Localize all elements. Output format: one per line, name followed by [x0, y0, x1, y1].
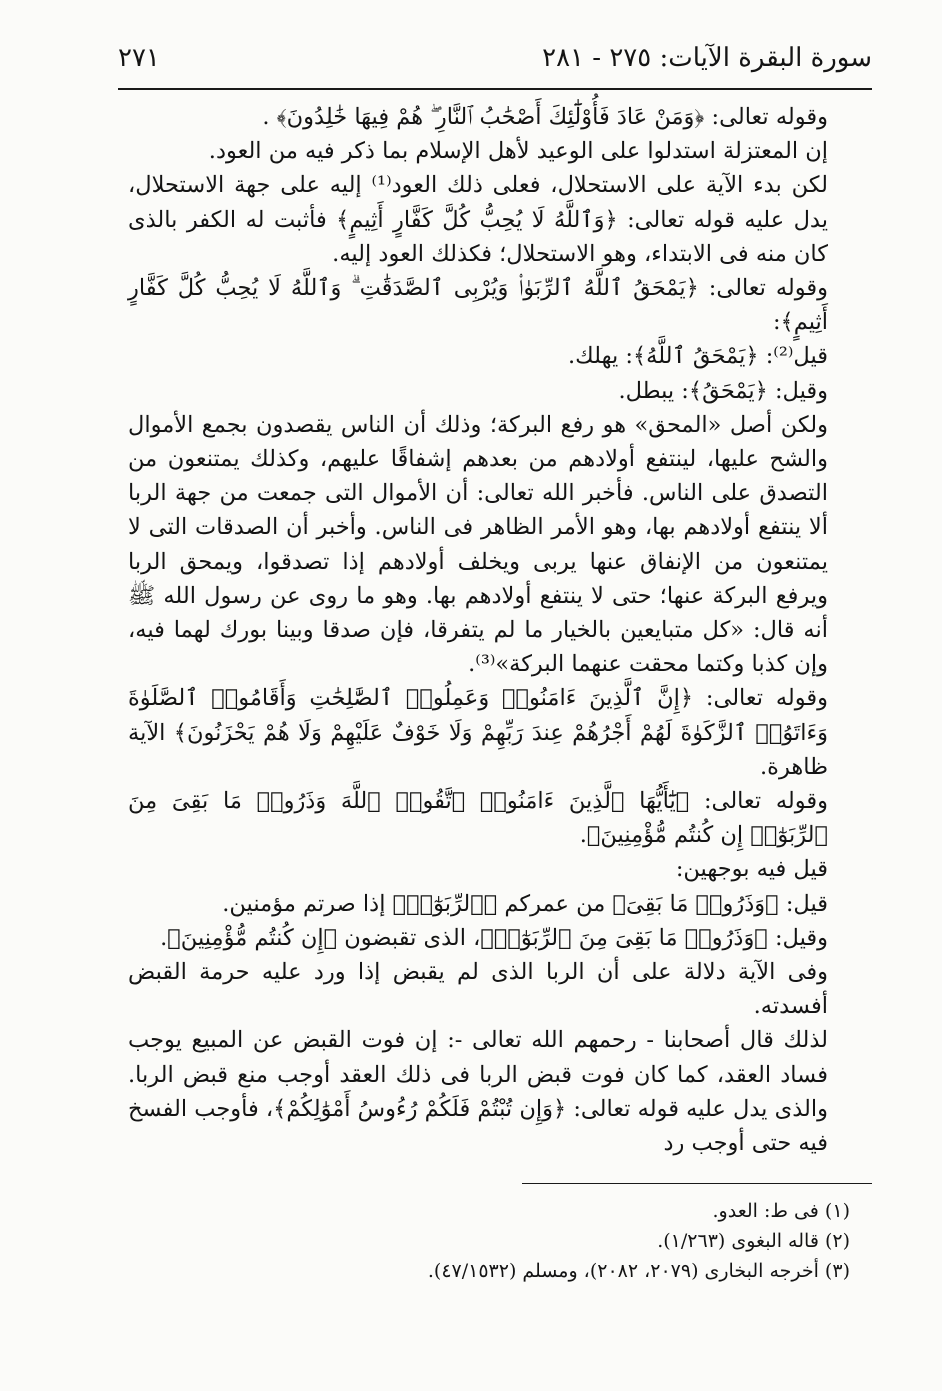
footnotes — [128, 1196, 850, 1286]
paragraph: ولكن أصل «المحق» هو رفع البركة؛ وذلك أن الناس يقصدون بجمع الأموال والشح عليها، لينتفع أولادهم من بعدهم إشفاقًا عليهم، وكذلك يمتنعون من التصدق على الناس. فأخبر الله تعالى: أن الأموال التى جمعت من جهة الربا ألا ينتفع أولادهم بها، وهو الأمر الظاهر فى الناس. وأخبر أن الصدقات التى لا يمتنعون من الإنفاق عنها يربى ويخلف أولادهم إذا تصدقوا، ويمحق الربا ويرفع البركة عنها؛ حتى لا ينتفع أولادهم بها. وهو ما روى عن رسول الله ﷺ أنه قال: «كل متبايعين بالخيار ما لم يتفرقا، فإن صدقا وبينا بورك لهما فيه، وإن كذبا وكتما محقت عنهما البركة»⁽³⁾. — [128, 411, 828, 678]
running-title: سورة البقرة الآيات: ٢٧٥ - ٢٨١ — [542, 43, 872, 73]
paragraph: إن المعتزلة استدلوا على الوعيد لأهل الإسلام بما ذكر فيه من العود. — [208, 138, 828, 165]
paragraph: وقوله تعالى: ﴿وَمَنْ عَادَ فَأُوْلَٰٓئِكَ أَصْحَٰبُ ٱلنَّارِ ۖ هُمْ فِيهَا خَٰلِدُونَ﴾ . — [262, 104, 828, 130]
paragraph: قيل: ﴿وَذَرُوا۟ مَا بَقِىَ﴾ من عمركم ﴿ٱلرِّبَوٰٓا۟﴾ إذا صرتم مؤمنين. — [222, 890, 828, 917]
page-number: ٢٧١ — [118, 43, 160, 73]
paragraph: وفى الآية دلالة على أن الربا الذى لم يقبض إذا ورد عليه حرمة القبض أفسدته. — [128, 959, 828, 1020]
paragraph: وقوله تعالى: ﴿يَٰٓأَيُّهَا ٱلَّذِينَ ءَامَنُوا۟ ٱتَّقُوا۟ ٱللَّهَ وَذَرُوا۟ مَا بَقِىَ مِنَ ٱلرِّبَوٰٓا۟ إِن كُنتُم مُّؤْمِنِينَ﴾. — [128, 788, 828, 849]
paragraph: وقوله تعالى: ﴿إِنَّ ٱلَّذِينَ ءَامَنُوا۟ وَعَمِلُوا۟ ٱلصَّٰلِحَٰتِ وَأَقَامُوا۟ ٱلصَّلَوٰةَ وَءَاتَوُا۟ ٱلزَّكَوٰةَ لَهُمْ أَجْرُهُمْ عِندَ رَبِّهِمْ وَلَا خَوْفٌ عَلَيْهِمْ وَلَا هُمْ يَحْزَنُونَ﴾ الآية ظاهرة. — [128, 685, 828, 780]
header-rule — [118, 88, 872, 90]
main-text — [128, 100, 872, 1160]
footnote: (٢) قاله البغوى (١/٢٦٣). — [657, 1230, 850, 1252]
page-header — [118, 30, 872, 86]
paragraph: وقوله تعالى: ﴿يَمْحَقُ ٱللَّهُ ٱلرِّبَوٰا۟ وَيُرْبِى ٱلصَّدَقَٰتِ ۗ وَٱللَّهُ لَا يُحِبُّ كُلَّ كَفَّارٍ أَثِيمٍ﴾: — [128, 275, 828, 336]
paragraph: لكن بدء الآية على الاستحلال، فعلى ذلك العود⁽¹⁾ إليه على جهة الاستحلال، يدل عليه قوله تعالى: ﴿وَٱللَّهُ لَا يُحِبُّ كُلَّ كَفَّارٍ أَثِيمٍ﴾ فأثبت له الكفر بالذى كان منه فى الابتداء، وهو الاستحلال؛ فكذلك العود إليه. — [128, 172, 828, 267]
footnote-rule — [522, 1183, 872, 1184]
paragraph: لذلك قال أصحابنا - رحمهم الله تعالى -: إن فوت القبض عن المبيع يوجب فساد العقد، كما كان فوت قبض الربا فى ذلك العقد أوجب منع قبض الربا. والذى يدل عليه قوله تعالى: ﴿وَإِن تُبْتُمْ فَلَكُمْ رُءُوسُ أَمْوَٰلِكُمْ﴾، فأوجب الفسخ فيه حتى أوجب رد — [128, 1027, 828, 1157]
footnote: (٣) أخرجه البخارى (٢٠٧٩، ٢٠٨٢)، ومسلم (٤٧/١٥٣٢). — [427, 1260, 850, 1282]
paragraph: وقيل: ﴿وَذَرُوا۟ مَا بَقِىَ مِنَ ٱلرِّبَوٰٓا۟﴾، الذى تقبضون ﴿إِن كُنتُم مُّؤْمِنِينَ﴾. — [160, 924, 828, 951]
paragraph: وقيل: ﴿يَمْحَقُ﴾: يبطل. — [618, 377, 828, 404]
footnote: (١) فى ط: العدو. — [712, 1200, 850, 1222]
paragraph: قيل⁽²⁾: ﴿يَمْحَقُ ٱللَّهُ﴾: يهلك. — [568, 343, 828, 370]
paragraph: قيل فيه بوجهين: — [675, 856, 828, 883]
